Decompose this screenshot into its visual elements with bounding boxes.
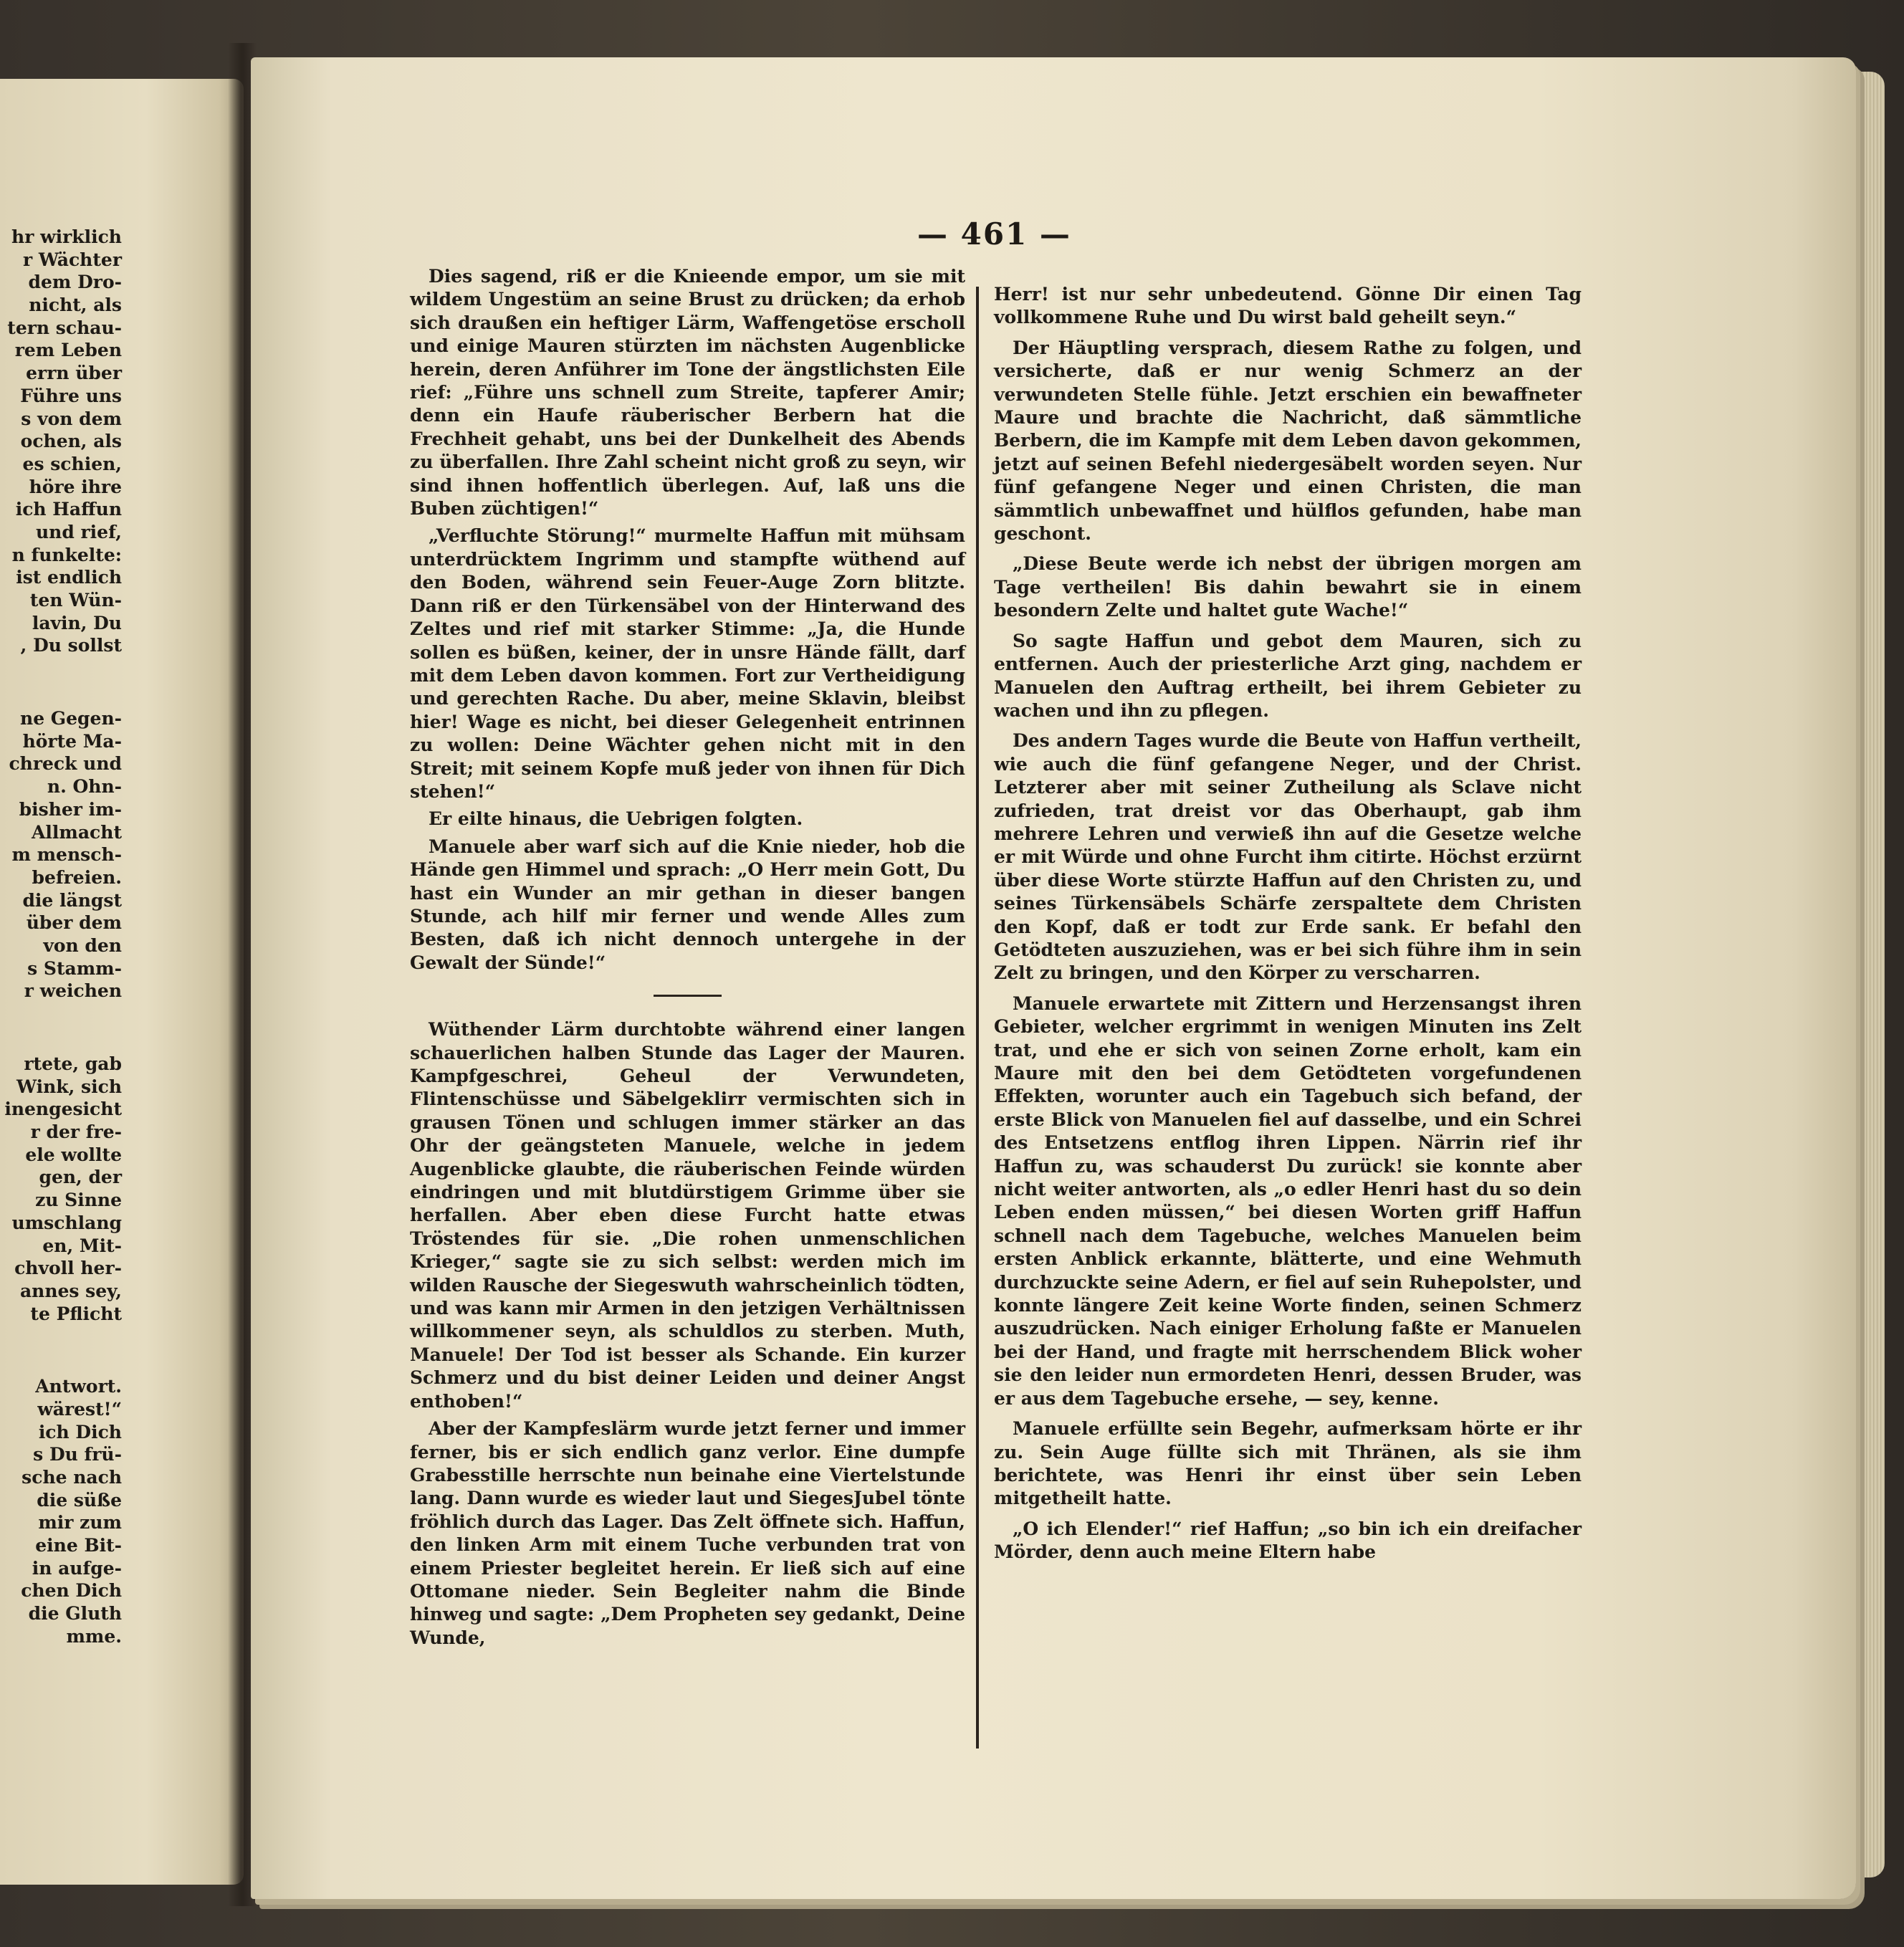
left-facing-page xyxy=(0,79,244,1885)
left-page-line: hr wirklich xyxy=(11,226,122,247)
left-page-line: ten Wün- xyxy=(29,590,122,611)
left-page-line: Wink, sich xyxy=(16,1076,122,1097)
left-page-line: tern schau- xyxy=(7,317,122,338)
column-divider xyxy=(976,287,979,1749)
left-page-line: ist endlich xyxy=(16,567,122,588)
right-text-column xyxy=(994,283,1582,1564)
left-page-line: die süße xyxy=(37,1489,122,1511)
left-page-line: r Wächter xyxy=(22,249,122,270)
left-page-line: ochen, als xyxy=(20,431,122,452)
left-page-line: befreien. xyxy=(32,866,122,888)
left-page-line: Antwort. xyxy=(35,1376,122,1397)
left-page-line: mir zum xyxy=(38,1512,122,1534)
left-page-line: annes sey, xyxy=(19,1280,122,1301)
left-page-line: gen, der xyxy=(39,1167,122,1188)
left-page-line: ele wollte xyxy=(25,1144,122,1165)
paragraph: Aber der Kampfeslärm wurde jetzt ferner und immer ferner, bis er sich endlich ganz verlor. Eine dumpfe Grabesstille herrschte nun beinahe eine Viertelstunde lang. Dann wurde es wieder laut und SiegesJubel tönte fröhlich durch das Lager. Das Zelt öffnete sich. Haffun, den linken Arm mit einem Tuche verbunden trat von einem Priester begleitet herein. Er ließ sich auf eine Ottomane nieder. Sein Begleiter nahm die Binde hinweg und sagte: „Dem Propheten sey gedankt, Deine Wunde, xyxy=(410,1418,965,1648)
left-page-line: errn über xyxy=(26,363,122,384)
left-page-line xyxy=(0,1325,122,1375)
left-page-line: r weichen xyxy=(24,980,122,1002)
left-page-line: ne Gegen- xyxy=(20,708,122,729)
paragraph: Er eilte hinaus, die Uebrigen folgten. xyxy=(429,808,803,830)
left-page-line: über dem xyxy=(26,912,122,934)
left-page-line: wärest!“ xyxy=(37,1398,122,1420)
left-page-fragments xyxy=(0,226,122,1648)
left-page-line: s Stamm- xyxy=(27,957,122,979)
left-page-line: von den xyxy=(43,934,122,956)
left-page-line xyxy=(0,1003,122,1053)
left-page-line: rtete, gab xyxy=(24,1053,122,1074)
left-page-line: bisher im- xyxy=(19,798,122,820)
left-page-line: eine Bit- xyxy=(35,1535,122,1556)
left-page-line: en, Mit- xyxy=(42,1235,122,1256)
page-number: — 461 — xyxy=(917,216,1071,252)
left-page-line: inengesicht xyxy=(4,1099,122,1120)
paragraph: Wüthender Lärm durchtobte während einer langen schauerlichen halben Stunde das Lager der Mauren. Kampfgeschrei, Geheul der Verwundeten, Flintenschüsse und Säbelgeklirr vermischten sich in grausen Tönen und schlugen immer stärker an das Ohr der geängsteten Manuele, welche in jedem Augenblicke glaubte, die räuberischen Feinde würden eindringen und mit blutdürstigem Grimme über sie herfallen. Aber eben diese Furcht hatte etwas Tröstendes für sie. „Die rohen unmenschlichen Krieger,“ sagte sie zu sich selbst: werden mich im wilden Rausche der Siegeswuth wahrscheinlich tödten, und was kann mir Armen in den jetzigen Verhältnissen willkommener seyn, als schuldlos zu sterben. Muth, Manuele! Der Tod ist besser als Schande. Ein kurzer Schmerz und du bist deiner Leiden und deiner Angst enthoben!“ xyxy=(410,1019,965,1412)
left-page-line: höre ihre xyxy=(29,476,122,497)
left-page-line: n funkelte: xyxy=(11,544,122,565)
paragraph: Manuele aber warf sich auf die Knie nieder, hob die Hände gen Himmel und sprach: „O Herr mein Gott, Du hast ein Wunder an mir gethan in dieser bangen Stunde, ach hilf mir ferner und wende Alles zum Besten, daß ich nicht dennoch untergehe in der Gewalt der Sünde!“ xyxy=(410,836,965,973)
left-page-line: umschlang xyxy=(11,1212,122,1233)
left-page-line: in aufge- xyxy=(32,1557,122,1579)
left-page-line: Führe uns xyxy=(20,385,122,406)
left-page-line: die Gluth xyxy=(28,1603,122,1625)
paragraph: Der Häuptling versprach, diesem Rathe zu folgen, und versicherte, daß er nur wenig Schmerz an der verwundeten Stelle fühle. Jetzt erschien ein bewaffneter Maure und brachte die Nachricht, daß sämmtliche Berbern, die im Kampfe mit dem Leben davon gekommen, jetzt auf seinen Befehl niedergesäbelt worden seyen. Nur fünf gefangene Neger und einen Christen, die man sämmtlich unbewaffnet und hülflos gefunden, habe man geschont. xyxy=(994,337,1582,545)
paragraph: Manuele erwartete mit Zittern und Herzensangst ihren Gebieter, welcher ergrimmt in wenigen Minuten ins Zelt trat, und ehe er sich von seinen Zorne erholt, kam ein Maure mit den bei dem Getödteten vorgefundenen Effekten, worunter auch ein Tagebuch sich befand, der erste Blick von Manuelen fiel auf dasselbe, und ein Schrei des Entsetzens entflog ihren Lippen. Närrin rief ihr Haffun zu, was schauderst Du zurück! sie konnte aber nicht weiter antworten, als „o edler Henri hast du so dein Leben enden müssen,“ bei diesen Worten griff Haffun schnell nach dem Tagebuche, welches Manuelen beim ersten Anblick erkannte, blätterte, und eine Wehmuth durchzuckte seine Adern, er fiel auf sein Ruhepolster, und konnte längere Zeit keine Worte finden, seinen Schmerz auszudrücken. Nach einiger Erholung faßte er Manuelen bei der Hand, und fragte mit herrschendem Blick woher sie den leider nun ermordeten Henri, dessen Bruder, was er aus dem Tagebuche ersehe, — sey, kenne. xyxy=(994,992,1582,1409)
paragraph: Des andern Tages wurde die Beute von Haffun vertheilt, wie auch die fünf gefangene Neger, und der Christ. Letzterer aber mit seiner Zutheilung als Sclave nicht zufrieden, trat dreist vor das Oberhaupt, gab ihm mehrere Lehren und verwieß ihn auf die Gesetze welche er mit Würde und ohne Furcht ihm citirte. Höchst erzürnt über diese Worte stürzte Haffun auf den Christen zu, und seines Türkensäbels Schärfe zerspaltete dem Christen den Kopf, daß er todt zur Erde sank. Er befahl den Getödteten auszuziehen, was er bei sich führe ihm in sein Zelt zu bringen, und den Körper zu verscharren. xyxy=(994,730,1582,984)
left-page-line: n. Ohn- xyxy=(47,776,122,798)
paragraph: „O ich Elender!“ rief Haffun; „so bin ich ein dreifacher Mörder, denn auch meine Eltern habe xyxy=(994,1518,1582,1563)
left-page-line: lavin, Du xyxy=(32,612,122,633)
paragraph: „Verfluchte Störung!“ murmelte Haffun mit mühsam unterdrücktem Ingrimm und stampfte wüthend auf den Boden, während sein Feuer-Auge Zorn blitzte. Dann riß er den Türkensäbel von der Hinterwand des Zeltes und rief mit starker Stimme: „Ja, die Hunde sollen es büßen, keiner, der in unsre Hände fällt, darf mit dem Leben davon kommen. Fort zur Vertheidigung und gerechten Rache. Du aber, meine Sklavin, bleibst hier! Wage es nicht, bei dieser Gelegenheit entrinnen zu wollen: Deine Wächter gehen nicht mit in den Streit; mit seinem Kopfe muß jeder von ihnen für Dich stehen!“ xyxy=(410,525,965,802)
left-page-line: hörte Ma- xyxy=(22,730,122,752)
left-page-line: te Pflicht xyxy=(30,1303,122,1324)
left-page-line: , Du sollst xyxy=(20,635,122,656)
left-page-line: zu Sinne xyxy=(35,1190,122,1211)
left-page-line: chen Dich xyxy=(21,1580,122,1602)
left-page-line: es schien, xyxy=(22,453,122,474)
left-page-line: dem Dro- xyxy=(28,272,122,293)
left-page-line: r der fre- xyxy=(30,1121,122,1143)
paragraph: Herr! ist nur sehr unbedeutend. Gönne Dir einen Tag vollkommene Ruhe und Du wirst bald geheilt seyn.“ xyxy=(994,284,1582,328)
left-page-line: ich Haffun xyxy=(15,499,122,520)
left-page-line: rem Leben xyxy=(14,340,122,361)
left-page-line: die längst xyxy=(22,889,122,911)
left-page-line: mme. xyxy=(66,1625,122,1647)
left-page-line xyxy=(0,657,122,707)
paragraph: Manuele erfüllte sein Begehr, aufmerksam hörte er ihr zu. Sein Auge füllte sich mit Thränen, als sie ihm berichtete, was Henri ihr einst über sein Leben mitgetheilt hatte. xyxy=(994,1418,1582,1509)
left-page-line: chreck und xyxy=(9,753,122,775)
left-page-line: nicht, als xyxy=(29,295,122,316)
left-page-line: s Du frü- xyxy=(33,1444,122,1465)
paragraph: Dies sagend, riß er die Knieende empor, um sie mit wildem Ungestüm an seine Brust zu drücken; da erhob sich draußen ein heftiger Lärm, Waffengetöse erscholl und einige Mauren stürzten im nächsten Augenblicke herein, deren Anführer im Tone der ängstlichsten Eile rief: „Führe uns schnell zum Streite, tapferer Amir; denn ein Haufe räuberischer Berbern hat die Frechheit gehabt, uns bei der Dunkelheit des Abends zu überfallen. Ihre Zahl scheint nicht groß zu seyn, wir sind ihnen hoffentlich überlegen. Auf, laß uns die Buben züchtigen!“ xyxy=(410,266,965,520)
section-divider xyxy=(654,995,722,997)
left-text-column xyxy=(410,265,965,1650)
paragraph: „Diese Beute werde ich nebst der übrigen morgen am Tage vertheilen! Bis dahin bewahrt sie in einem besondern Zelte und haltet gute Wache!“ xyxy=(994,553,1582,621)
left-page-line: sche nach xyxy=(21,1467,122,1488)
left-page-line: s von dem xyxy=(21,408,122,429)
left-page-line: chvoll her- xyxy=(14,1258,122,1279)
left-page-line: ich Dich xyxy=(38,1421,122,1443)
left-page-line: Allmacht xyxy=(32,821,122,843)
left-page-line: m mensch- xyxy=(11,844,122,866)
left-page-line: und rief, xyxy=(35,521,122,542)
paragraph: So sagte Haffun und gebot dem Mauren, sich zu entfernen. Auch der priesterliche Arzt ging, nachdem er Manuelen den Auftrag ertheilt, bei ihrem Gebieter zu wachen und ihn zu pflegen. xyxy=(994,630,1582,721)
